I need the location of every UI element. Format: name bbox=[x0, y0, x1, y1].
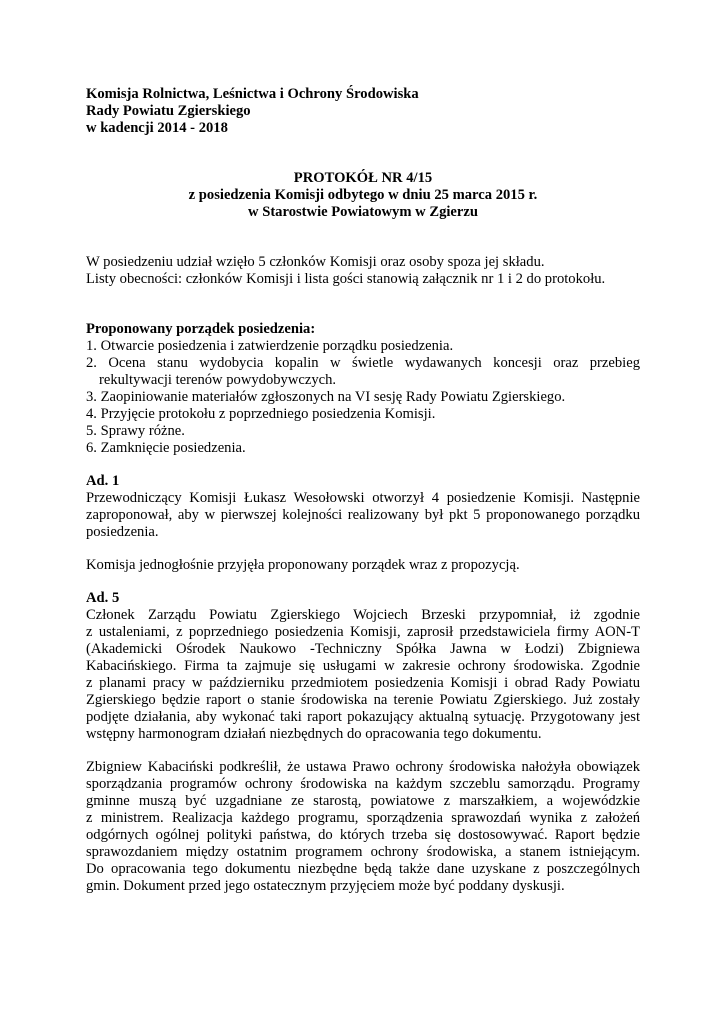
meeting-date: z posiedzenia Komisji odbytego w dniu 25 marca 2015 r. bbox=[188, 187, 538, 203]
paragraph-line: odgórnych ogólnej polityki państwa, do których trzeba się dostosowywać. Raport będzie bbox=[86, 827, 640, 843]
ad5-heading: Ad. 5 bbox=[86, 590, 120, 606]
paragraph-line: Członek Zarządu Powiatu Zgierskiego Wojciech Brzeski przypomniał, iż zgodnie bbox=[86, 607, 640, 623]
protocol-title bbox=[86, 170, 640, 221]
agenda-item-3: 3. Zaopiniowanie materiałów zgłoszonych na VI sesję Rady Powiatu Zgierskiego. bbox=[86, 389, 566, 405]
paragraph-line: (Akademicki Ośrodek Naukowo -Techniczny Spółka Jawna w Łodzi) Zbigniewa bbox=[86, 641, 640, 657]
attendance-paragraph bbox=[86, 254, 640, 288]
paragraph-line: posiedzenia. bbox=[86, 524, 159, 540]
paragraph-line: sporządzania programów ochrony środowiska na każdym szczeblu samorządu. Programy bbox=[86, 776, 640, 792]
agenda-item-6: 6. Zamknięcie posiedzenia. bbox=[86, 440, 246, 456]
agenda-section bbox=[86, 321, 640, 457]
agenda-item-5: 5. Sprawy różne. bbox=[86, 423, 185, 439]
ad5-paragraph-1 bbox=[86, 607, 640, 743]
council-name: Rady Powiatu Zgierskiego bbox=[86, 103, 251, 119]
paragraph-line: Zbigniew Kabaciński podkreślił, że ustawa Prawo ochrony środowiska nałożyła obowiązek bbox=[86, 759, 640, 775]
paragraph-line: podjęte działania, aby wykonać taki raport pokazujący aktualną sytuację. Przygotowany jest bbox=[86, 709, 640, 725]
paragraph-line: sprawozdaniem między ostatnim programem ochrony środowiska, a stanem istniejącym. bbox=[86, 844, 640, 860]
agenda-heading: Proponowany porządek posiedzenia: bbox=[86, 321, 316, 337]
committee-name: Komisja Rolnictwa, Leśnictwa i Ochrony Środowiska bbox=[86, 86, 419, 102]
term-of-office: w kadencji 2014 - 2018 bbox=[86, 120, 228, 136]
agenda-item-4: 4. Przyjęcie protokołu z poprzedniego posiedzenia Komisji. bbox=[86, 406, 436, 422]
ad1-paragraph-1 bbox=[86, 490, 640, 541]
paragraph-line: Do opracowania tego dokumentu niezbędne będą także dane uzyskane z poszczególnych bbox=[86, 861, 640, 877]
ad5-section bbox=[86, 590, 640, 895]
paragraph-line: z ustaleniami, z poprzedniego posiedzenia Komisji, zaprosił przedstawiciela firmy AON-T bbox=[86, 624, 640, 640]
ad1-paragraph-2: Komisja jednogłośnie przyjęła proponowany porządek wraz z propozycją. bbox=[86, 557, 520, 573]
paragraph-line: wstępny harmonogram działań niezbędnych do opracowania tego dokumentu. bbox=[86, 726, 542, 742]
agenda-item-1: 1. Otwarcie posiedzenia i zatwierdzenie porządku posiedzenia. bbox=[86, 338, 454, 354]
attendance-line: W posiedzeniu udział wzięło 5 członków Komisji oraz osoby spoza jej składu. bbox=[86, 254, 545, 270]
ad5-paragraph-2 bbox=[86, 759, 640, 895]
attendance-lists-line: Listy obecności: członków Komisji i lista gości stanowią załącznik nr 1 i 2 do protokołu. bbox=[86, 271, 606, 287]
paragraph-line: Przewodniczący Komisji Łukasz Wesołowski otworzył 4 posiedzenie Komisji. Następnie bbox=[86, 490, 640, 506]
document-body bbox=[86, 86, 640, 895]
paragraph-line: z ministrem. Realizacja każdego programu, sporządzenia sprawozdań wynika z założeń bbox=[86, 810, 640, 826]
ad1-heading: Ad. 1 bbox=[86, 473, 120, 489]
paragraph-line: zaproponował, aby w pierwszej kolejności realizowany był pkt 5 proponowanego porządku bbox=[86, 507, 640, 523]
meeting-place: w Starostwie Powiatowym w Zgierzu bbox=[248, 204, 478, 220]
paragraph-line: gminne muszą być uzgadniane ze starostą, powiatowe z marszałkiem, a wojewódzkie bbox=[86, 793, 640, 809]
paragraph-line: gmin. Dokument przed jego ostatecznym przyjęciem może być poddany dyskusji. bbox=[86, 878, 565, 894]
protocol-number: PROTOKÓŁ NR 4/15 bbox=[293, 170, 433, 186]
agenda-item-2-continuation: rekultywacji terenów powydobywczych. bbox=[99, 372, 337, 388]
paragraph-line: Kabacińskiego. Firma ta zajmuje się usługami w zakresie ochrony środowiska. Zgodnie bbox=[86, 658, 640, 674]
paragraph-line: Zgierskiego będzie raport o stanie środowiska na terenie Powiatu Zgierskiego. Już zostały bbox=[86, 692, 640, 708]
committee-header bbox=[86, 86, 640, 137]
paragraph-line: z planami pracy w październiku przedmiotem posiedzenia Komisji i obrad Rady Powiatu bbox=[86, 675, 640, 691]
ad1-section bbox=[86, 473, 640, 574]
agenda-item-2: 2. Ocena stanu wydobycia kopalin w świetle wydawanych koncesji oraz przebieg bbox=[86, 355, 640, 371]
